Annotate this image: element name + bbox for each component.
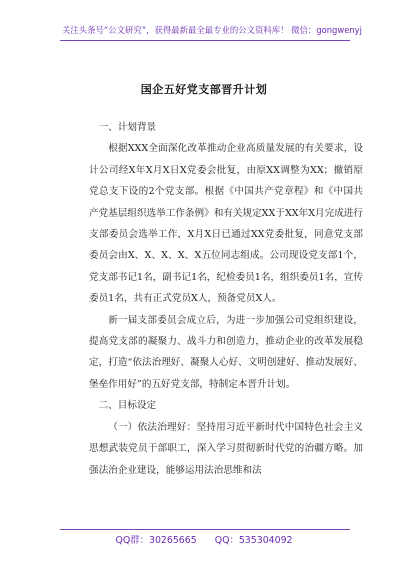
paragraph-background: 根据XXX全面深化改革推动企业高质量发展的有关要求，设计公司经X年X月X日X党委会批复，由原XX调整为XX；撤销原党总支下设的2个党支部。根据《中国共产党章程》和《中国共产党基层组织选举工作条例》和有关规定XX于XX年X月完成进行支部委员会选举工作，X月X日已通过XX党委批复，同意党支部委员会由X、X、X、X、X五位同志组成。公司现设党支部1个，党支部书记1名，副书记1名，纪检委员1名，组织委员1名，宣传委员1名，共有正式党员X人，预备党员X人。 [89, 143, 363, 305]
qq-group-number: QQ群：30265665 [115, 535, 197, 546]
document-body [89, 117, 363, 481]
paragraph-purpose: 新一届支部委员会成立后，为进一步加强公司党组织建设，提高党支部的凝聚力、战斗力和创造力，推动企业的改革发展稳定，打造“依法治理好、凝聚人心好、文明创建好、推动发展好、堡垒作用好”的五好党支部，特制定本晋升计划。 [89, 314, 363, 390]
footer-divider [60, 529, 350, 530]
section-heading-background: 一、计划背景 [98, 122, 157, 133]
document-title: 国企五好党支部晋升计划 [140, 83, 268, 96]
section-heading-goals: 二、目标设定 [98, 400, 157, 412]
qq-number: QQ：535304092 [214, 535, 293, 546]
paragraph-goal-1: （一）依法治理好：坚持用习近平新时代中国特色社会主义思想武装党员干部职工，深入学习贯彻新时代党的治疆方略。加强法治企业建设，能够运用法治思维和法 [89, 421, 363, 476]
footer-contact [0, 532, 408, 546]
header-promo-note: 关注头条号“公文研究”，获得最新最全最专业的公文资料库！ 微信：gongwenyj [62, 25, 362, 35]
header-divider [60, 40, 350, 41]
